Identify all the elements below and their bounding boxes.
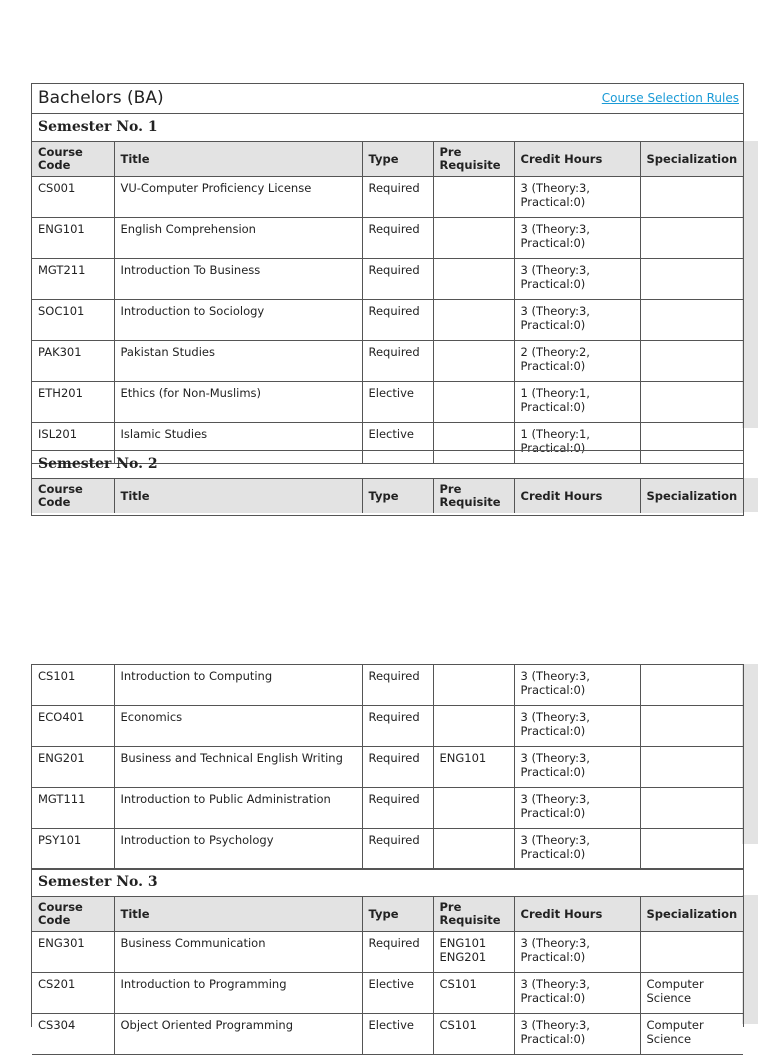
credit-hours-cell: 3 (Theory:3, Practical:0) — [514, 218, 640, 259]
course-code-cell: CS201 — [32, 973, 114, 1014]
pre-requisite-cell — [433, 259, 514, 300]
specialization-cell — [640, 788, 743, 829]
course-title-cell: Business Communication — [114, 932, 362, 973]
semester-2-table — [32, 665, 743, 870]
course-type-cell: Required — [362, 932, 433, 973]
specialization-cell — [640, 747, 743, 788]
table-row — [32, 973, 743, 1014]
col-type: Type — [362, 479, 433, 513]
specialization-cell — [640, 341, 743, 382]
col-course-code: Course Code — [32, 897, 114, 932]
course-code-cell: SOC101 — [32, 300, 114, 341]
spacer-row — [32, 429, 743, 451]
pre-requisite-cell — [433, 382, 514, 423]
course-type-cell: Elective — [362, 973, 433, 1014]
specialization-cell — [640, 932, 743, 973]
table-row — [32, 341, 743, 382]
course-title-cell: Introduction To Business — [114, 259, 362, 300]
pre-requisite-cell — [433, 665, 514, 706]
semester-3-header — [32, 869, 743, 897]
table-row — [32, 259, 743, 300]
semester-title: Semester No. 1 — [38, 119, 158, 135]
course-type-cell: Required — [362, 300, 433, 341]
course-title-cell: Introduction to Psychology — [114, 829, 362, 870]
pre-requisite-cell: ENG101 — [433, 747, 514, 788]
pre-requisite-cell — [433, 177, 514, 218]
course-code-cell: PAK301 — [32, 341, 114, 382]
semester-2-table-header — [32, 479, 743, 513]
table-row — [32, 932, 743, 973]
course-title-cell: Object Oriented Programming — [114, 1014, 362, 1055]
course-title-cell: Pakistan Studies — [114, 341, 362, 382]
spacer-row — [32, 847, 743, 869]
course-type-cell: Elective — [362, 423, 433, 464]
course-type-cell: Required — [362, 341, 433, 382]
course-selection-rules-link[interactable]: Course Selection Rules — [601, 91, 739, 105]
specialization-cell — [640, 259, 743, 300]
col-specialization: Specialization — [640, 479, 743, 513]
table-header-row — [32, 479, 743, 513]
course-title-cell: VU-Computer Proficiency License — [114, 177, 362, 218]
course-code-cell: ECO401 — [32, 706, 114, 747]
sidebar-strip — [742, 141, 758, 428]
course-title-cell: Islamic Studies — [114, 423, 362, 464]
credit-hours-cell: 3 (Theory:3, Practical:0) — [514, 1014, 640, 1055]
table-row — [32, 300, 743, 341]
table-row — [32, 788, 743, 829]
program-block-page2 — [31, 664, 744, 1046]
col-title: Title — [114, 142, 362, 177]
credit-hours-cell: 1 (Theory:1, Practical:0) — [514, 382, 640, 423]
semester-1-header — [32, 114, 743, 142]
credit-hours-cell: 3 (Theory:3, Practical:0) — [514, 177, 640, 218]
semester-3-table — [32, 897, 743, 1055]
course-title-cell: Ethics (for Non-Muslims) — [114, 382, 362, 423]
course-title-cell: Economics — [114, 706, 362, 747]
col-credit-hours: Credit Hours — [514, 142, 640, 177]
pre-requisite-cell — [433, 218, 514, 259]
col-specialization: Specialization — [640, 142, 743, 177]
specialization-cell: Computer Science — [640, 1014, 743, 1055]
col-course-code: Course Code — [32, 479, 114, 513]
col-pre-requisite: Pre Requisite — [433, 897, 514, 932]
specialization-cell: Computer Science — [640, 973, 743, 1014]
course-code-cell: CS101 — [32, 665, 114, 706]
course-type-cell: Required — [362, 706, 433, 747]
table-row — [32, 1014, 743, 1055]
credit-hours-cell: 3 (Theory:3, Practical:0) — [514, 300, 640, 341]
course-code-cell: ETH201 — [32, 382, 114, 423]
specialization-cell — [640, 218, 743, 259]
course-type-cell: Required — [362, 259, 433, 300]
program-header — [32, 84, 743, 114]
table-row — [32, 747, 743, 788]
specialization-cell — [640, 665, 743, 706]
sidebar-strip — [742, 664, 758, 844]
course-code-cell: ENG101 — [32, 218, 114, 259]
credit-hours-cell: 3 (Theory:3, Practical:0) — [514, 788, 640, 829]
program-block-page1 — [31, 83, 744, 516]
credit-hours-cell: 3 (Theory:3, Practical:0) — [514, 973, 640, 1014]
table-header-row — [32, 142, 743, 177]
course-type-cell: Required — [362, 177, 433, 218]
course-type-cell: Elective — [362, 1014, 433, 1055]
credit-hours-cell: 3 (Theory:3, Practical:0) — [514, 259, 640, 300]
col-type: Type — [362, 897, 433, 932]
col-pre-requisite: Pre Requisite — [433, 479, 514, 513]
course-title-cell: Introduction to Sociology — [114, 300, 362, 341]
specialization-cell — [640, 177, 743, 218]
sidebar-strip — [742, 895, 758, 1024]
course-code-cell: MGT111 — [32, 788, 114, 829]
sidebar-strip — [742, 478, 758, 512]
pre-requisite-cell — [433, 706, 514, 747]
course-type-cell: Required — [362, 665, 433, 706]
specialization-cell — [640, 706, 743, 747]
course-code-cell: ISL201 — [32, 423, 114, 464]
pre-requisite-cell: CS101 — [433, 973, 514, 1014]
course-title-cell: Introduction to Public Administration — [114, 788, 362, 829]
course-code-cell: ENG201 — [32, 747, 114, 788]
specialization-cell — [640, 300, 743, 341]
pre-requisite-cell — [433, 341, 514, 382]
semester-title: Semester No. 2 — [38, 456, 158, 472]
course-title-cell: English Comprehension — [114, 218, 362, 259]
semester-2-header — [32, 451, 743, 479]
credit-hours-cell: 1 (Theory:1, Practical:0) — [514, 423, 640, 464]
col-course-code: Course Code — [32, 142, 114, 177]
pre-requisite-cell: CS101 — [433, 1014, 514, 1055]
col-title: Title — [114, 479, 362, 513]
course-type-cell: Required — [362, 747, 433, 788]
col-credit-hours: Credit Hours — [514, 897, 640, 932]
col-credit-hours: Credit Hours — [514, 479, 640, 513]
course-title-cell: Introduction to Computing — [114, 665, 362, 706]
table-row — [32, 706, 743, 747]
course-title-cell: Introduction to Programming — [114, 973, 362, 1014]
col-pre-requisite: Pre Requisite — [433, 142, 514, 177]
course-code-cell: MGT211 — [32, 259, 114, 300]
course-type-cell: Required — [362, 218, 433, 259]
course-title-cell: Business and Technical English Writing — [114, 747, 362, 788]
credit-hours-cell: 2 (Theory:2, Practical:0) — [514, 341, 640, 382]
course-code-cell: ENG301 — [32, 932, 114, 973]
program-title: Bachelors (BA) — [38, 88, 164, 108]
credit-hours-cell: 3 (Theory:3, Practical:0) — [514, 932, 640, 973]
col-title: Title — [114, 897, 362, 932]
col-specialization: Specialization — [640, 897, 743, 932]
pre-requisite-cell: ENG101 ENG201 — [433, 932, 514, 973]
specialization-cell — [640, 382, 743, 423]
course-type-cell: Required — [362, 829, 433, 870]
credit-hours-cell: 3 (Theory:3, Practical:0) — [514, 829, 640, 870]
course-type-cell: Elective — [362, 382, 433, 423]
course-type-cell: Required — [362, 788, 433, 829]
table-row — [32, 177, 743, 218]
course-code-cell: CS001 — [32, 177, 114, 218]
credit-hours-cell: 3 (Theory:3, Practical:0) — [514, 747, 640, 788]
pre-requisite-cell — [433, 788, 514, 829]
table-row — [32, 382, 743, 423]
col-type: Type — [362, 142, 433, 177]
course-code-cell: CS304 — [32, 1014, 114, 1055]
semester-title: Semester No. 3 — [38, 874, 158, 890]
course-code-cell: PSY101 — [32, 829, 114, 870]
pre-requisite-cell — [433, 300, 514, 341]
table-row — [32, 218, 743, 259]
table-header-row — [32, 897, 743, 932]
semester-1-table — [32, 142, 743, 464]
credit-hours-cell: 3 (Theory:3, Practical:0) — [514, 706, 640, 747]
table-row — [32, 665, 743, 706]
credit-hours-cell: 3 (Theory:3, Practical:0) — [514, 665, 640, 706]
